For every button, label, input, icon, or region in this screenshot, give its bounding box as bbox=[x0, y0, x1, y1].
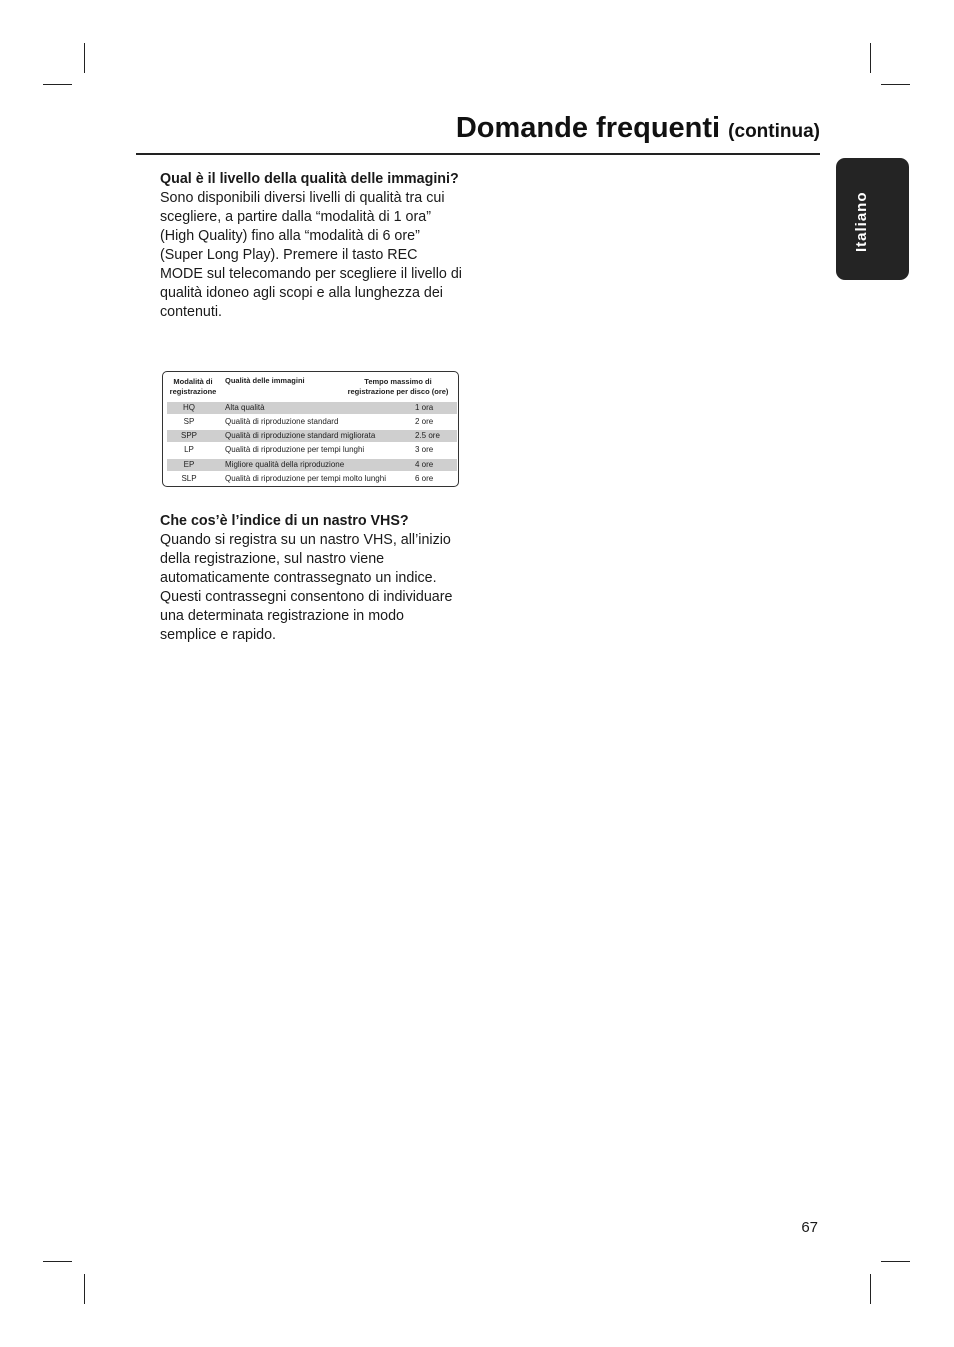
table-header-mode-line1: Modalità di bbox=[173, 377, 213, 386]
crop-mark bbox=[43, 84, 72, 85]
language-tab-label: Italiano bbox=[853, 191, 870, 252]
table-header-time-line1: Tempo massimo di bbox=[364, 377, 432, 386]
faq-question: Che cos’è l’indice di un nastro VHS? bbox=[160, 513, 409, 529]
table-header-time bbox=[335, 377, 461, 397]
table-cell-quality: Qualità di riproduzione per tempi lunghi bbox=[225, 445, 365, 454]
table-cell-time: 2.5 ore bbox=[415, 431, 440, 440]
title-divider bbox=[136, 153, 820, 155]
language-tab bbox=[836, 158, 909, 280]
table-header-mode bbox=[167, 377, 219, 397]
table-cell-mode: LP bbox=[184, 445, 194, 454]
crop-mark bbox=[870, 43, 871, 73]
table-row bbox=[167, 459, 457, 471]
table-cell-quality: Migliore qualità della riproduzione bbox=[225, 460, 345, 469]
table-header-mode-line2: registrazione bbox=[169, 387, 217, 396]
faq-question: Qual è il livello della qualità delle immagini? bbox=[160, 171, 459, 187]
table-cell-mode: SP bbox=[183, 417, 195, 426]
page-title bbox=[456, 112, 820, 145]
table-cell-quality: Qualità di riproduzione standard bbox=[225, 417, 339, 426]
table-cell-quality: Alta qualità bbox=[225, 403, 265, 412]
table-cell-mode: SLP bbox=[181, 474, 197, 483]
table-cell-time: 6 ore bbox=[415, 474, 434, 483]
crop-mark bbox=[870, 1274, 871, 1304]
page-title-subtitle: (continua) bbox=[728, 121, 820, 142]
table-cell-time: 1 ora bbox=[415, 403, 434, 412]
table-cell-mode: EP bbox=[183, 460, 195, 469]
faq-item-1 bbox=[160, 170, 464, 322]
crop-mark bbox=[881, 1261, 910, 1262]
crop-mark bbox=[84, 1274, 85, 1304]
table-row bbox=[167, 430, 457, 442]
page-number: 67 bbox=[801, 1219, 818, 1236]
crop-mark bbox=[881, 84, 910, 85]
table-row bbox=[167, 416, 457, 428]
page-title-main: Domande frequenti bbox=[455, 112, 721, 144]
table-cell-time: 3 ore bbox=[415, 445, 434, 454]
table-cell-time: 2 ore bbox=[415, 417, 434, 426]
recording-mode-table bbox=[162, 371, 459, 487]
table-row bbox=[167, 473, 457, 485]
table-cell-quality: Qualità di riproduzione per tempi molto lunghi bbox=[225, 474, 386, 483]
table-cell-time: 4 ore bbox=[415, 460, 434, 469]
table-cell-mode: SPP bbox=[180, 431, 197, 440]
crop-mark bbox=[84, 43, 85, 73]
faq-answer: Sono disponibili diversi livelli di qualità tra cui scegliere, a partire dalla “modalità di 1 ora” (High Quality) fino alla “modalità di 6 ore” (Super Long Play). Premere il tasto REC MODE sul telecomando per scegliere il livello di qualità idoneo agli scopi e alla lunghezza dei contenuti. bbox=[160, 190, 462, 320]
table-row bbox=[167, 402, 457, 414]
table-cell-quality: Qualità di riproduzione standard migliorata bbox=[225, 431, 376, 440]
table-header-time-line2: registrazione per disco (ore) bbox=[347, 387, 449, 396]
table-cell-mode: HQ bbox=[183, 403, 195, 412]
table-header-quality: Qualità delle immagini bbox=[225, 376, 305, 385]
faq-item-2 bbox=[160, 512, 464, 645]
faq-answer: Quando si registra su un nastro VHS, all’inizio della registrazione, sul nastro viene automaticamente contrassegnato un indice. Questi contrassegni consentono di individuare una determinata registrazione in modo semplice e rapido. bbox=[160, 532, 453, 643]
crop-mark bbox=[43, 1261, 72, 1262]
table-row bbox=[167, 444, 457, 456]
